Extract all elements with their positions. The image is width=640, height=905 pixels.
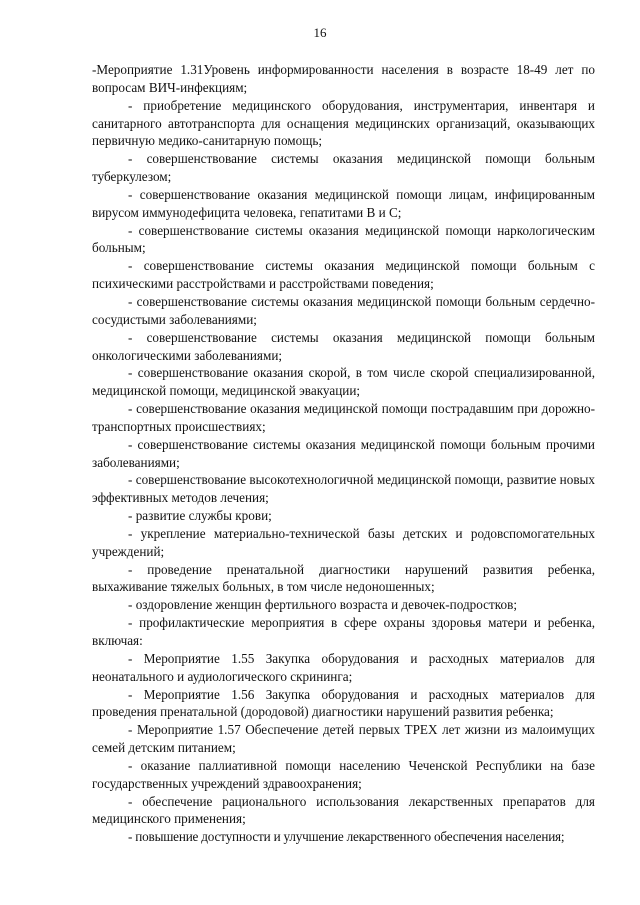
list-item-measure-1-55: - Мероприятие 1.55 Закупка оборудования и расходных материалов для неонатального и аудиологического скрининга; bbox=[92, 650, 595, 684]
page-number: 16 bbox=[313, 25, 327, 40]
list-item-oncology: - совершенствование системы оказания медицинской помощи больным онкологическими заболеваниями; bbox=[92, 329, 595, 363]
list-item-maternity-facilities: - укрепление материально-технической базы детских и родовспомогательных учреждений; bbox=[92, 525, 595, 559]
list-item-blood-service: - развитие службы крови; bbox=[128, 508, 272, 524]
document-body bbox=[92, 61, 595, 846]
list-item-palliative-care: - оказание паллиативной помощи населению Чеченской Республики на базе государственных учреждений здравоохранения; bbox=[92, 757, 595, 791]
list-item-measure-1-57: - Мероприятие 1.57 Обеспечение детей первых ТРЕХ лет жизни из малоимущих семей детским питанием; bbox=[92, 722, 595, 756]
list-item-hiv-hepatitis: - совершенствование оказания медицинской помощи лицам, инфицированным вирусом иммунодефицита человека, гепатитами В и С; bbox=[92, 186, 595, 220]
list-item-emergency-care: - совершенствование оказания скорой, в том числе скорой специализированной, медицинской помощи, медицинской эвакуации; bbox=[92, 365, 595, 399]
list-item-mental-disorders: - совершенствование системы оказания медицинской помощи больным с психическими расстройствами и расстройствами поведения; bbox=[92, 258, 595, 292]
list-item-cardiovascular: - совершенствование системы оказания медицинской помощи больным сердечно-сосудистыми заболеваниями; bbox=[92, 293, 595, 327]
list-item-other-diseases: - совершенствование системы оказания медицинской помощи больным прочими заболеваниями; bbox=[92, 436, 595, 470]
list-item-equipment-purchase: - приобретение медицинского оборудования, инструментария, инвентаря и санитарного автотранспорта для оснащения медицинских организаций, оказывающих первичную медико-санитарную помощь; bbox=[92, 97, 595, 149]
list-item-measure-1-56: - Мероприятие 1.56 Закупка оборудования и расходных материалов для проведения пренатальной (дородовой) диагностики нарушений развития ребенка; bbox=[92, 686, 595, 720]
list-item-prenatal-diagnostics: - проведение пренатальной диагностики нарушений развития ребенка, выхаживание тяжелых больных, в том числе недоношенных; bbox=[92, 561, 595, 595]
list-item-tuberculosis: - совершенствование системы оказания медицинской помощи больным туберкулезом; bbox=[92, 151, 595, 185]
list-item-high-tech-care: - совершенствование высокотехнологичной медицинской помощи, развитие новых эффективных методов лечения; bbox=[92, 472, 595, 506]
paragraph-measure-1-31: -Мероприятие 1.31Уровень информированности населения в возрасте 18-49 лет по вопросам ВИЧ-инфекциям; bbox=[92, 62, 595, 95]
list-item-women-girls-health: - оздоровление женщин фертильного возраста и девочек-подростков; bbox=[128, 597, 518, 613]
list-item-rational-drug-use: - обеспечение рационального использования лекарственных препаратов для медицинского применения; bbox=[92, 793, 595, 827]
list-item-drug-availability: - повышение доступности и улучшение лекарственного обеспечения населения; bbox=[128, 829, 565, 845]
list-item-road-accidents: - совершенствование оказания медицинской помощи пострадавшим при дорожно-транспортных происшествиях; bbox=[92, 401, 595, 434]
list-item-maternal-child-prevention: - профилактические мероприятия в сфере охраны здоровья матери и ребенка, включая: bbox=[92, 615, 595, 648]
list-item-narcology: - совершенствование системы оказания медицинской помощи наркологическим больным; bbox=[92, 222, 595, 256]
